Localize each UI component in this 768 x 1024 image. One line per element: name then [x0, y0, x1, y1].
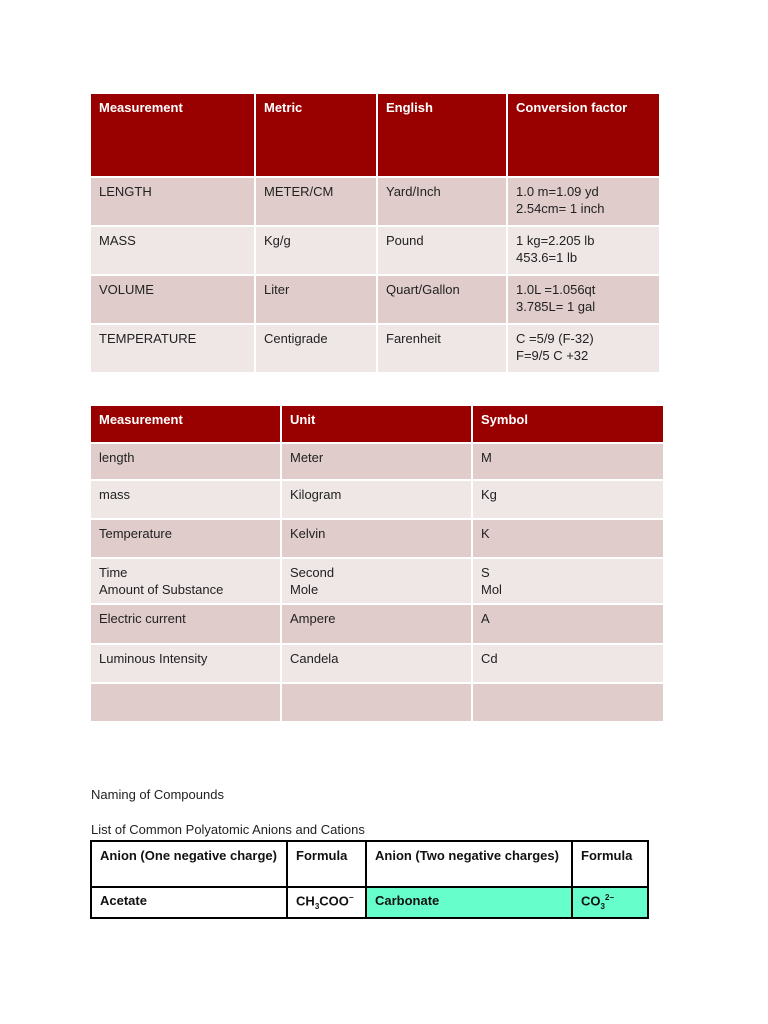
cell-symbol: M — [473, 442, 663, 479]
conversion-table — [91, 94, 659, 372]
table-row — [91, 479, 663, 518]
formula-rest: COO — [319, 893, 349, 909]
formula-subscript: 3 — [600, 901, 605, 911]
column-header-measurement: Measurement — [91, 406, 282, 442]
formula-subscript: 3 — [314, 901, 320, 911]
cell-measurement: Electric current — [91, 603, 282, 643]
formula-charge: 2− — [604, 893, 615, 902]
table-row — [91, 557, 663, 603]
table-row — [91, 518, 663, 557]
cell-english: Quart/Gallon — [378, 274, 508, 323]
cell-metric: METER/CM — [256, 176, 378, 225]
anion-table — [90, 840, 649, 919]
cell-measurement: LENGTH — [91, 176, 256, 225]
cell-measurement: length — [91, 442, 282, 479]
factor-line: 1.0L =1.056qt — [516, 282, 596, 297]
list-heading: List of Common Polyatomic Anions and Cations — [91, 822, 365, 837]
column-header-anion-two: Anion (Two negative charges) — [366, 841, 572, 887]
naming-heading: Naming of Compounds — [91, 787, 224, 802]
table-header-row — [91, 406, 663, 442]
cell-unit: Ampere — [282, 603, 473, 643]
cell-formula — [287, 887, 366, 918]
cell-english: Pound — [378, 225, 508, 274]
cell-factor — [508, 225, 659, 274]
measurement-line: Amount of Substance — [99, 582, 224, 597]
cell-measurement: Temperature — [91, 518, 282, 557]
column-header-formula: Formula — [572, 841, 648, 887]
cell-symbol: K — [473, 518, 663, 557]
column-header-metric: Metric — [256, 94, 378, 176]
column-header-conversion-factor: Conversion factor — [508, 94, 659, 176]
cell-metric: Centigrade — [256, 323, 378, 372]
table-row — [91, 643, 663, 682]
cell-symbol — [473, 557, 663, 603]
cell-symbol: Cd — [473, 643, 663, 682]
cell-symbol — [473, 682, 663, 721]
cell-anion-highlighted: Carbonate — [366, 887, 572, 918]
table-row — [91, 682, 663, 721]
column-header-anion-one: Anion (One negative charge) — [91, 841, 287, 887]
si-units-table — [91, 406, 663, 721]
table-row — [91, 225, 659, 274]
cell-unit: Candela — [282, 643, 473, 682]
cell-unit: Meter — [282, 442, 473, 479]
cell-measurement — [91, 557, 282, 603]
table-header-row — [91, 94, 659, 176]
cell-factor — [508, 274, 659, 323]
unit-line: Second — [290, 565, 335, 580]
cell-measurement: VOLUME — [91, 274, 256, 323]
cell-anion: Acetate — [91, 887, 287, 918]
factor-line: 1 kg=2.205 lb — [516, 233, 595, 248]
table-row — [91, 603, 663, 643]
cell-symbol: A — [473, 603, 663, 643]
cell-factor — [508, 323, 659, 372]
formula-base: CO — [581, 893, 601, 909]
cell-unit: Kilogram — [282, 479, 473, 518]
cell-measurement: mass — [91, 479, 282, 518]
cell-metric: Kg/g — [256, 225, 378, 274]
column-header-formula: Formula — [287, 841, 366, 887]
table-header-row — [91, 841, 648, 887]
unit-line: Mole — [290, 582, 319, 597]
column-header-measurement: Measurement — [91, 94, 256, 176]
column-header-symbol: Symbol — [473, 406, 663, 442]
table-row — [91, 274, 659, 323]
table-row — [91, 887, 648, 918]
formula-charge: − — [348, 893, 354, 902]
table-row — [91, 442, 663, 479]
cell-measurement: MASS — [91, 225, 256, 274]
cell-unit: Kelvin — [282, 518, 473, 557]
factor-line: C =5/9 (F-32) — [516, 331, 594, 346]
cell-english: Yard/Inch — [378, 176, 508, 225]
cell-measurement — [91, 682, 282, 721]
factor-line: 1.0 m=1.09 yd — [516, 184, 599, 199]
cell-symbol: Kg — [473, 479, 663, 518]
measurement-line: Time — [99, 565, 128, 580]
cell-formula-highlighted — [572, 887, 648, 918]
column-header-unit: Unit — [282, 406, 473, 442]
cell-measurement: TEMPERATURE — [91, 323, 256, 372]
formula-base: CH — [296, 893, 315, 909]
symbol-line: S — [481, 565, 490, 580]
cell-factor — [508, 176, 659, 225]
table-row — [91, 323, 659, 372]
factor-line: F=9/5 C +32 — [516, 348, 589, 363]
column-header-english: English — [378, 94, 508, 176]
cell-unit — [282, 557, 473, 603]
factor-line: 453.6=1 lb — [516, 250, 578, 265]
factor-line: 2.54cm= 1 inch — [516, 201, 605, 216]
symbol-line: Mol — [481, 582, 502, 597]
cell-english: Farenheit — [378, 323, 508, 372]
cell-measurement: Luminous Intensity — [91, 643, 282, 682]
cell-unit — [282, 682, 473, 721]
cell-metric: Liter — [256, 274, 378, 323]
factor-line: 3.785L= 1 gal — [516, 299, 596, 314]
table-row — [91, 176, 659, 225]
